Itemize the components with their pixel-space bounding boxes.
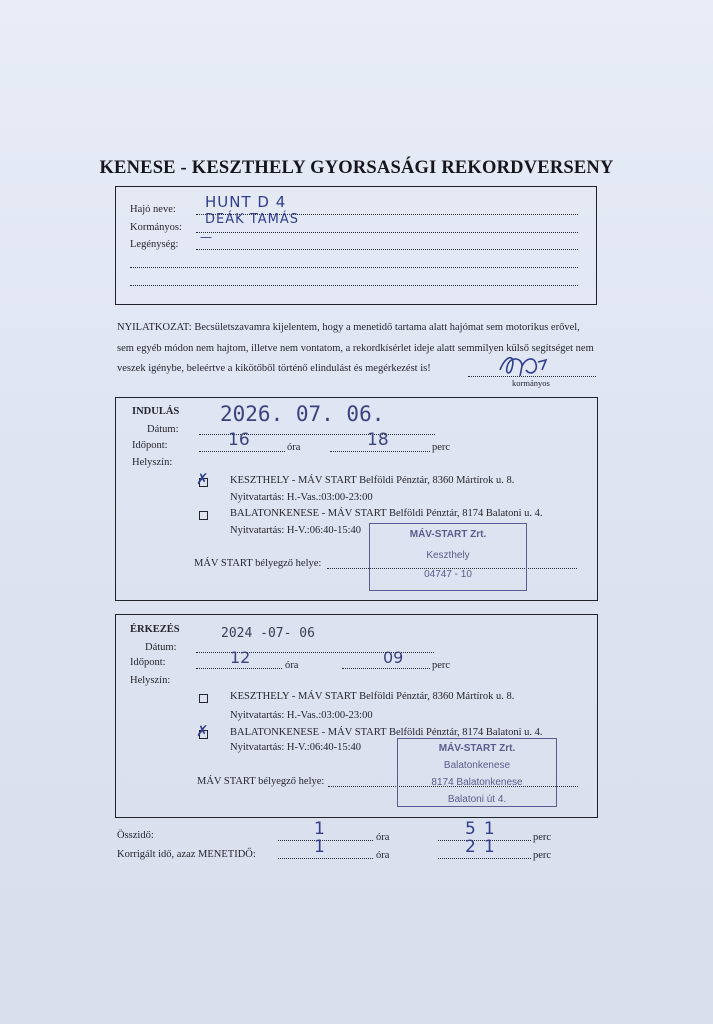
helmsman-line [196, 232, 578, 233]
total-minute-unit: perc [533, 832, 552, 843]
arrival-stamp-line-4: Balatoni út 4. [447, 794, 507, 805]
departure-minute-value: 18 [367, 430, 389, 450]
departure-stamp-line-2: Keszthely [426, 550, 470, 561]
departure-option2: BALATONKENESE - MÁV START Belföldi Pénztár, 8174 Balatoni u. 4. [230, 508, 543, 519]
total-hour-value: 1 [314, 819, 325, 839]
departure-stamp-line-1: MÁV-START Zrt. [409, 529, 487, 540]
signer-label: kormányos [512, 378, 550, 388]
crew-extra-line-1 [130, 267, 578, 268]
boat-name-label: Hajó neve: [130, 204, 176, 215]
arrival-minute-line [342, 668, 430, 669]
departure-heading: INDULÁS [132, 406, 180, 417]
arrival-stamp-label: MÁV START bélyegző helye: [197, 776, 325, 787]
arrival-option1-hours: Nyitvatartás: H.-Vas.:03:00-23:00 [230, 710, 373, 721]
departure-stamp-line-3: 04747 - 10 [424, 569, 472, 580]
total-time-label: Összidő: [117, 830, 154, 841]
departure-minute-line [330, 451, 430, 452]
arrival-date-label: Dátum: [145, 642, 177, 653]
departure-minute-unit: perc [432, 442, 451, 453]
arrival-stamp-line-3: 8174 Balatonkenese [431, 777, 523, 788]
arrival-minute-unit: perc [432, 660, 451, 671]
form-title: KENESE - KESZTHELY GYORSASÁGI REKORDVERSENY [99, 158, 614, 178]
departure-time-label: Időpont: [132, 440, 168, 451]
corrected-hour-unit: óra [376, 850, 390, 861]
declaration-text: NYILATKOZAT: Becsületszavamra kijelentem, hogy a menetidő tartama alatt hajómat sem motorikus erővel, sem egyéb módon nem hajtom, illetve nem vontatom, a rekordkísérlet ideje alatt semmilyen külső segítséget nem veszek igénybe, beleértve a kikötőből történő elindulást és megérkezést is! [117, 322, 594, 374]
arrival-time-label: Időpont: [130, 657, 166, 668]
arrival-date-value: 2024 -07- 06 [221, 626, 315, 641]
arrival-option2: BALATONKENESE - MÁV START Belföldi Pénztár, 8174 Balatoni u. 4. [230, 727, 543, 738]
arrival-heading: ÉRKEZÉS [130, 624, 180, 635]
departure-date-label: Dátum: [147, 424, 179, 435]
arrival-place-label: Helyszín: [130, 675, 171, 686]
helmsman-value: DEÁK TAMÁS [205, 212, 299, 227]
arrival-stamp-line-2: Balatonkenese [443, 760, 511, 771]
departure-option2-checkbox[interactable] [199, 511, 208, 520]
checked-x-icon: ✗ [196, 722, 209, 740]
departure-stamp-label: MÁV START bélyegző helye: [194, 558, 322, 569]
checked-x-icon: ✗ [196, 470, 209, 488]
arrival-stamp [397, 738, 557, 807]
departure-option1-hours: Nyitvatartás: H.-Vas.:03:00-23:00 [230, 492, 373, 503]
departure-date-value: 2026. 07. 06. [220, 402, 385, 426]
departure-hour-line [199, 451, 285, 452]
departure-option1: KESZTHELY - MÁV START Belföldi Pénztár, 8360 Mártírok u. 8. [230, 475, 515, 486]
crew-extra-line-2 [130, 285, 578, 286]
arrival-stamp-line-1: MÁV-START Zrt. [438, 743, 516, 754]
crew-box [115, 186, 597, 305]
corrected-minute-value: 21 [465, 837, 503, 857]
total-minute-value: 51 [465, 819, 503, 839]
arrival-option1-checkbox[interactable] [199, 694, 208, 703]
corrected-minute-line [438, 858, 531, 859]
corrected-time-label: Korrigált idő, azaz MENETIDŐ: [117, 849, 256, 860]
arrival-option2-hours: Nyitvatartás: H-V.:06:40-15:40 [230, 742, 362, 753]
total-hour-unit: óra [376, 832, 390, 843]
corrected-hour-value: 1 [314, 837, 325, 857]
departure-hour-value: 16 [228, 430, 250, 450]
arrival-option1: KESZTHELY - MÁV START Belföldi Pénztár, 8360 Mártírok u. 8. [230, 691, 515, 702]
signature-image [496, 350, 556, 380]
departure-option2-hours: Nyitvatartás: H-V.:06:40-15:40 [230, 525, 362, 536]
corrected-hour-line [278, 858, 373, 859]
departure-stamp [369, 523, 527, 591]
departure-hour-unit: óra [287, 442, 301, 453]
arrival-minute-value: 09 [383, 648, 404, 667]
boat-name-value: HUNT D 4 [205, 193, 287, 211]
total-hour-line [278, 840, 373, 841]
corrected-minute-unit: perc [533, 850, 552, 861]
arrival-hour-line [196, 668, 282, 669]
arrival-hour-unit: óra [285, 660, 299, 671]
departure-place-label: Helyszín: [132, 457, 173, 468]
crew-line [196, 249, 578, 250]
helmsman-label: Kormányos: [130, 222, 182, 233]
crew-label: Legénység: [130, 239, 179, 250]
arrival-hour-value: 12 [230, 648, 251, 667]
crew-value: — [200, 230, 212, 244]
